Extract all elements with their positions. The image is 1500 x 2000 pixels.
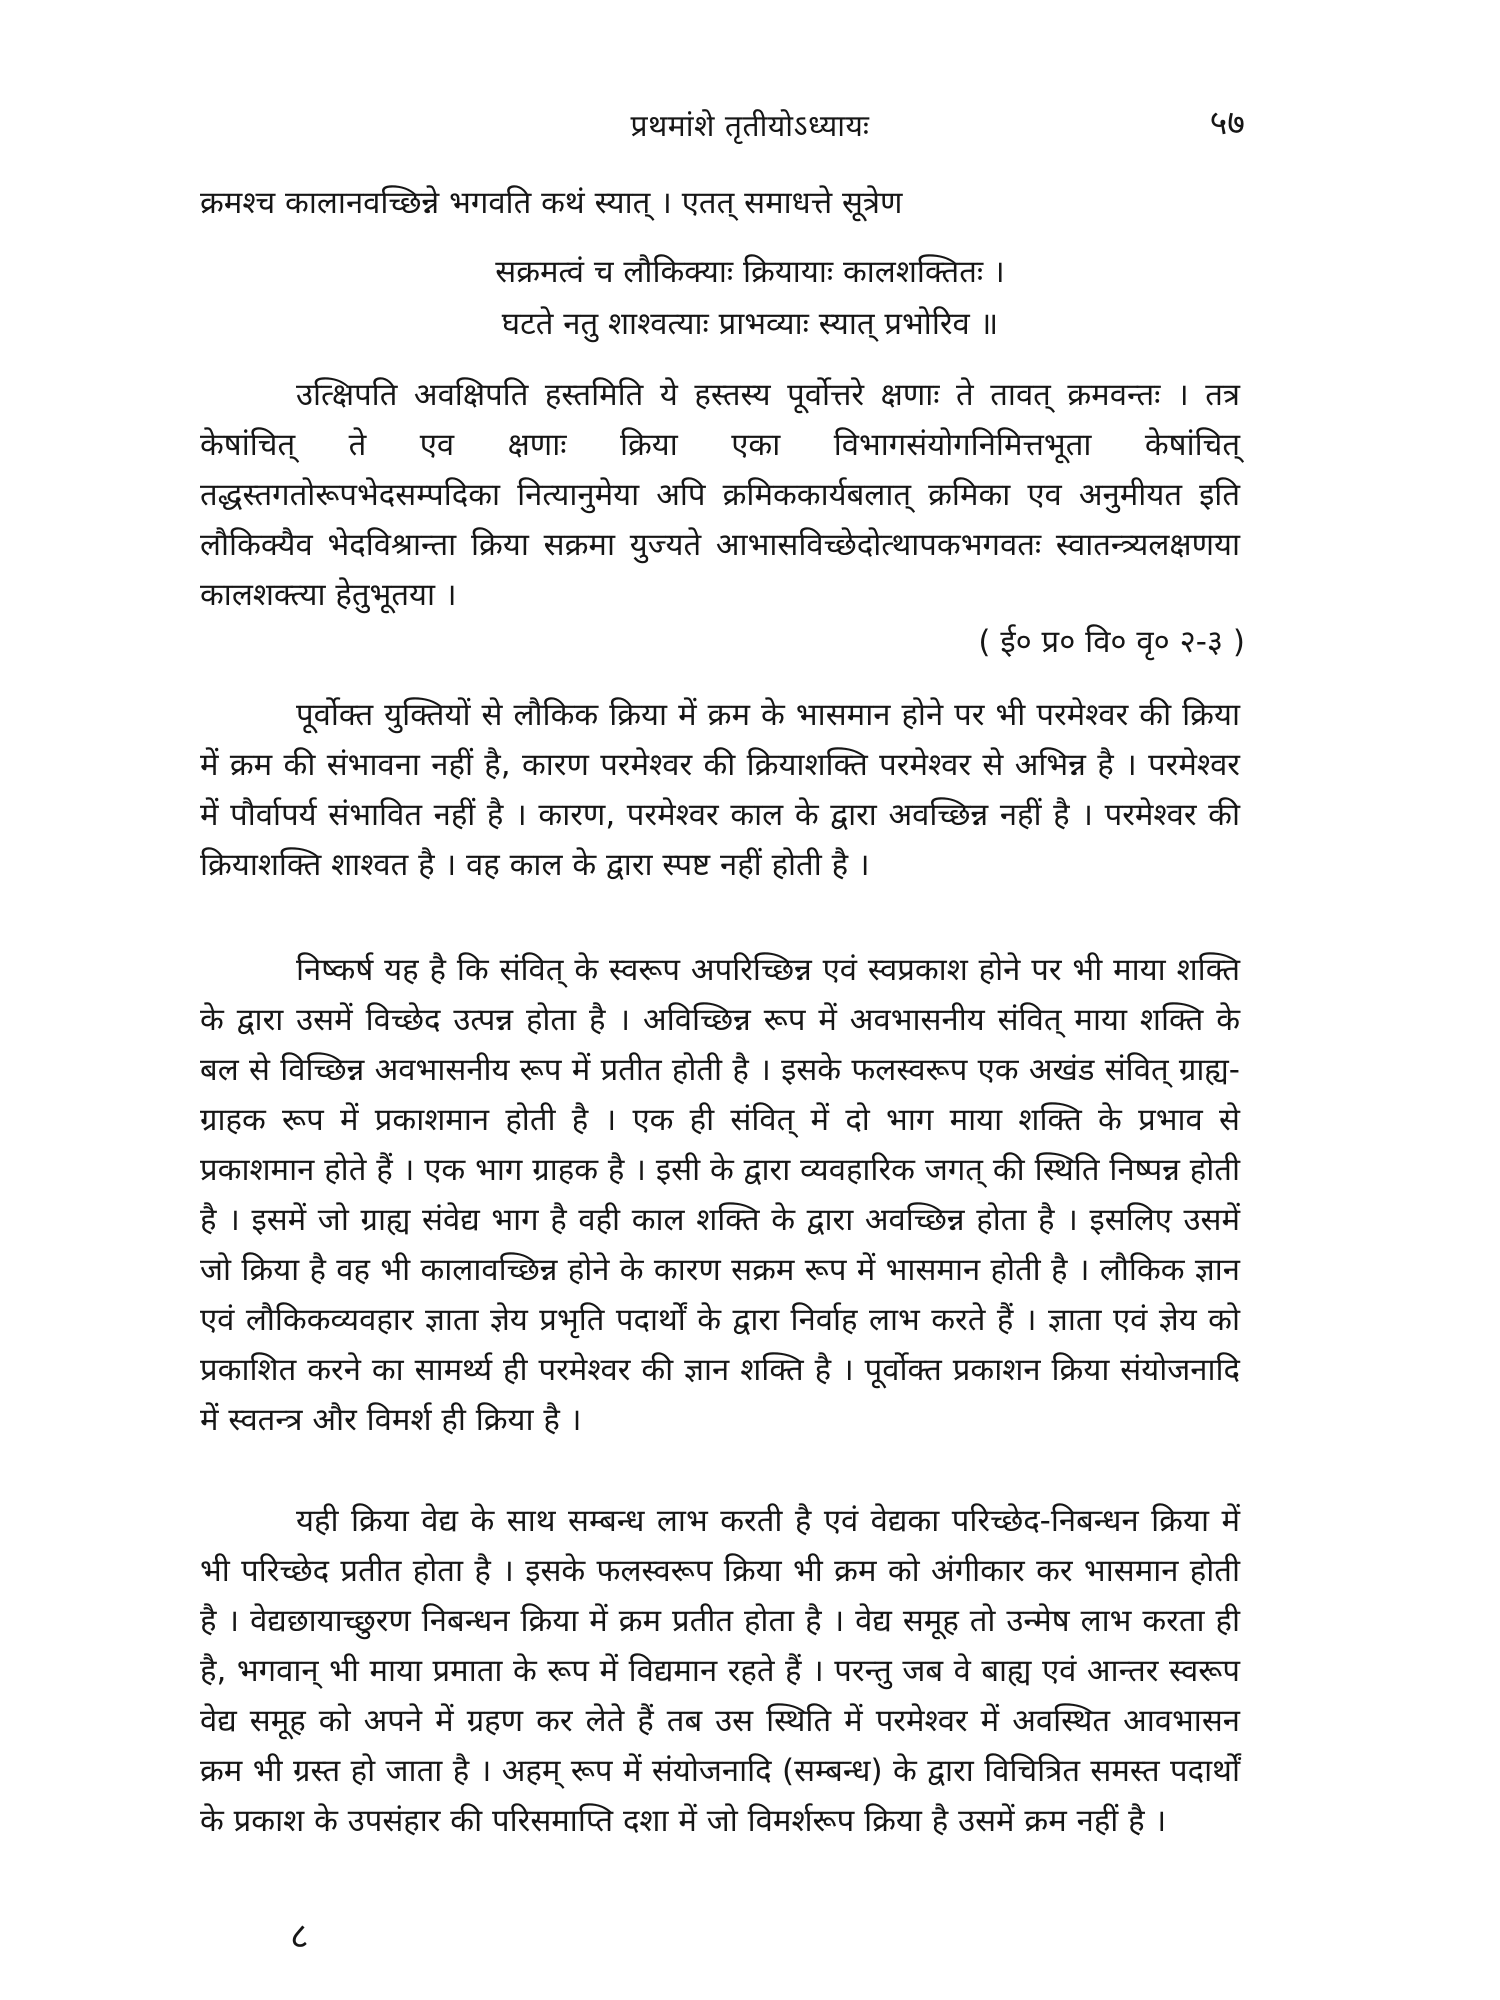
verse-line-2: घटते नतु शाश्वत्याः प्राभव्याः स्यात् प्रभोरिव ॥	[501, 306, 999, 342]
verse-line-1: सक्रमत्वं च लौकिक्याः क्रियायाः कालशक्तितः ।	[495, 254, 1005, 290]
citation-reference: ( ई० प्र० वि० वृ० २-३ )	[978, 624, 1245, 660]
intro-line: क्रमश्च कालानवच्छिन्ने भगवति कथं स्यात् । एतत् समाधत्ते सूत्रेण	[200, 185, 903, 221]
sanskrit-commentary: उत्क्षिपति अवक्षिपति हस्तमिति ये हस्तस्य पूर्वोत्तरे क्षणाः ते तावत् क्रमवन्तः । तत्र केषांचित् ते एव क्षणाः क्रिया एका विभागसंयोगनिमित्तभूता केषांचित् तद्धस्तगतोरूपभेदसम्पदिका नित्यानुमेया अपि क्रमिककार्यबलात् क्रमिका एव अनुमीयत इति लौकिक्यैव भेदविश्रान्ता क्रिया सक्रमा युज्यते आभासविच्छेदोत्थापकभगवतः स्वातन्त्र्यलक्षणया कालशक्त्या हेतुभूतया ।	[200, 377, 1240, 613]
paragraph-kriya: यही क्रिया वेद्य के साथ सम्बन्ध लाभ करती है एवं वेद्यका परिच्छेद-निबन्धन क्रिया में भी परिच्छेद प्रतीत होता है । इसके फलस्वरूप क्रिया भी क्रम को अंगीकार कर भासमान होती है । वेद्यछायाच्छुरण निबन्धन क्रिया में क्रम प्रतीत होता है । वेद्य समूह तो उन्मेष लाभ करता ही है, भगवान् भी माया प्रमाता के रूप में विद्यमान रहते हैं । परन्तु जब वे बाह्य एवं आन्तर स्वरूप वेद्य समूह को अपने में ग्रहण कर लेते हैं तब उस स्थिति में परमेश्वर में अवस्थित आवभासन क्रम भी ग्रस्त हो जाता है । अहम् रूप में संयोजनादि (सम्बन्ध) के द्वारा विचित्रित समस्त पदार्थों के प्रकाश के उपसंहार की परिसमाप्ति दशा में जो विमर्शरूप क्रिया है उसमें क्रम नहीं है ।	[200, 1503, 1240, 1839]
signature-mark: ८	[290, 1916, 309, 1957]
paragraph-conclusion: निष्कर्ष यह है कि संवित् के स्वरूप अपरिच्छिन्न एवं स्वप्रकाश होने पर भी माया शक्ति के द्वारा उसमें विच्छेद उत्पन्न होता है । अविच्छिन्न रूप में अवभासनीय संवित् माया शक्ति के बल से विच्छिन्न अवभासनीय रूप में प्रतीत होती है । इसके फलस्वरूप एक अखंड संवित् ग्राह्य-ग्राहक रूप में प्रकाशमान होती है । एक ही संवित् में दो भाग माया शक्ति के प्रभाव से प्रकाशमान होते हैं । एक भाग ग्राहक है । इसी के द्वारा व्यवहारिक जगत् की स्थिति निष्पन्न होती है । इसमें जो ग्राह्य संवेद्य भाग है वही काल शक्ति के द्वारा अवच्छिन्न होता है । इसलिए उसमें जो क्रिया है वह भी कालावच्छिन्न होने के कारण सक्रम रूप में भासमान होती है । लौकिक ज्ञान एवं लौकिकव्यवहार ज्ञाता ज्ञेय प्रभृति पदार्थों के द्वारा निर्वाह लाभ करते हैं । ज्ञाता एवं ज्ञेय को प्रकाशित करने का सामर्थ्य ही परमेश्वर की ज्ञान शक्ति है । पूर्वोक्त प्रकाशन क्रिया संयोजनादि में स्वतन्त्र और विमर्श ही क्रिया है ।	[200, 952, 1240, 1438]
paragraph-explanation: पूर्वोक्त युक्तियों से लौकिक क्रिया में क्रम के भासमान होने पर भी परमेश्वर की क्रिया में क्रम की संभावना नहीं है, कारण परमेश्वर की क्रियाशक्ति परमेश्वर से अभिन्न है । परमेश्वर में पौर्वापर्य संभावित नहीं है । कारण, परमेश्वर काल के द्वारा अवच्छिन्न नहीं है । परमेश्वर की क्रियाशक्ति शाश्वत है । वह काल के द्वारा स्पष्ट नहीं होती है ।	[200, 697, 1240, 883]
running-title: प्रथमांशे तृतीयोऽध्यायः	[630, 109, 870, 144]
page-number: ५७	[1209, 103, 1245, 143]
